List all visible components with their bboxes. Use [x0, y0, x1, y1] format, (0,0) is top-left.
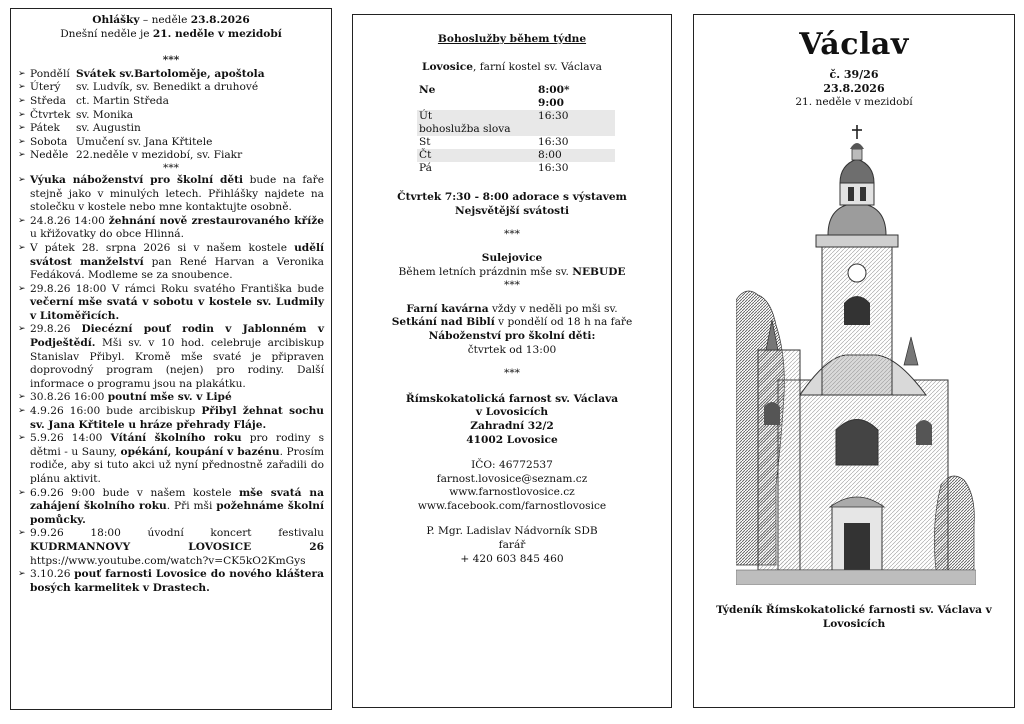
announcement-fragment: . Prosím rodiče, aby si tuto akci už nyní přednostně zařadili do plánu aktivit.	[30, 445, 324, 485]
announcement-text	[30, 487, 324, 528]
schedule-day: Út bohoslužba slova	[417, 110, 536, 136]
weekday-name: Úterý	[30, 81, 61, 94]
announcement-text	[30, 391, 324, 405]
announcement-item	[18, 527, 324, 568]
announcement-fragment: 6.9.26 9:00 bude v našem kostele	[30, 486, 239, 499]
announcement-fragment: poutní mše sv. v Lipé	[107, 391, 232, 404]
priest-block	[367, 525, 657, 566]
announcement-fragment: https://www.youtube.com/watch?v=CK5kO2KmGys	[30, 554, 306, 567]
schedule-time: 8:00* 9:00	[538, 84, 570, 110]
weekday-item	[18, 68, 324, 82]
announcement-fragment: 29.8.26	[30, 323, 82, 336]
announcement-fragment: 3.10.26	[30, 568, 75, 581]
separator: ***	[504, 228, 520, 241]
arrow-bullet-icon: ➢	[18, 392, 26, 403]
schedule-day: St	[419, 136, 431, 149]
announcement-fragment: pan René Harvan a Veronika Fedáková. Modleme se za snoubence.	[30, 255, 324, 282]
issue-sunday: 21. neděle v mezidobí	[795, 96, 913, 108]
weekday-item	[18, 81, 324, 95]
announcement-text	[30, 323, 324, 391]
masthead: Václav	[799, 27, 909, 62]
arrow-bullet-icon: ➢	[18, 150, 26, 161]
priest-line: + 420 603 845 460	[460, 552, 564, 565]
parish-address-line: Římskokatolická farnost sv. Václava	[405, 392, 619, 405]
adoration-note: Čtvrtek 7:30 - 8:00 adorace s výstavem Nejsvětější svátosti	[397, 191, 627, 217]
announcement-fragment: KUDRMANNOVY LOVOSICE 26	[30, 540, 324, 553]
announcement-fragment: udělí svátost manželství	[30, 241, 324, 268]
weekday-item	[18, 95, 324, 109]
announcement-item	[18, 174, 324, 215]
contact-line: IČO: 46772537	[471, 459, 553, 472]
announcements-title: Ohlášky – neděle 23.8.2026	[92, 14, 250, 26]
announcement-fragment: Vítání školního roku	[110, 432, 242, 445]
sulejovice-heading: Sulejovice	[481, 251, 543, 264]
arrow-bullet-icon: ➢	[18, 406, 26, 417]
announcement-item	[18, 323, 324, 391]
arrow-bullet-icon: ➢	[18, 283, 26, 294]
announcement-text	[30, 242, 324, 283]
announcement-item	[18, 432, 324, 486]
weekday-name: Neděle	[30, 149, 69, 162]
weekday-list	[18, 68, 324, 163]
schedule-time: 16:30	[538, 136, 569, 149]
weekday-feast: Svátek sv.Bartoloměje, apoštola	[76, 67, 265, 80]
announcement-fragment: bude na faře stejně jako v minulých letech. Přihlášky najdete na stolečku v kostele nebo mne kontaktujte osobně.	[30, 173, 325, 214]
liturgical-sunday-line: Dnešní neděle je 21. neděle v mezidobí	[60, 27, 282, 40]
announcement-text	[30, 283, 324, 324]
weekday-feast: ct. Martin Středa	[76, 94, 169, 107]
cover-footer: Týdeník Římskokatolické farnosti sv. Václava v Lovosicích	[716, 604, 992, 630]
announcement-item	[18, 283, 324, 324]
cover-panel	[693, 14, 1015, 708]
announcement-fragment: 29.8.26 18:00 V rámci Roku svatého Františka bude	[30, 282, 324, 295]
announcement-fragment: Výuka náboženství pro školní děti	[30, 173, 244, 186]
weekday-name: Sobota	[30, 135, 68, 148]
weekday-feast: Umučení sv. Jana Křtitele	[76, 135, 213, 148]
announcement-fragment: 9.9.26 18:00 úvodní koncert festivalu	[30, 527, 324, 540]
weekday-item	[18, 136, 324, 150]
priest-line: farář	[498, 539, 526, 552]
weekday-feast: 22.neděle v mezidobí, sv. Fiakr	[76, 149, 243, 162]
arrow-bullet-icon: ➢	[18, 68, 26, 79]
schedule-time: 16:30	[536, 110, 615, 136]
separator: ***	[504, 367, 520, 380]
contact-line: www.facebook.com/farnostlovosice	[417, 499, 607, 512]
parish-address-line: 41002 Lovosice	[466, 433, 558, 446]
arrow-bullet-icon: ➢	[18, 242, 26, 253]
announcement-list	[18, 174, 324, 595]
arrow-bullet-icon: ➢	[18, 123, 26, 134]
arrow-bullet-icon: ➢	[18, 174, 26, 185]
weekday-name: Středa	[30, 94, 66, 107]
services-panel	[352, 14, 672, 708]
weekday-item	[18, 149, 324, 163]
arrow-bullet-icon: ➢	[18, 324, 26, 335]
announcement-item	[18, 391, 324, 405]
weekday-name: Pátek	[30, 122, 60, 135]
announcement-fragment: u křižovatky do obce Hlinná.	[30, 228, 184, 241]
contact-line: farnost.lovosice@seznam.cz	[436, 472, 588, 485]
schedule-row	[417, 84, 615, 110]
schedule-row	[417, 162, 615, 175]
announcement-item	[18, 242, 324, 283]
church-illustration	[736, 125, 976, 585]
weekday-feast: sv. Ludvík, sv. Benedikt a druhové	[76, 81, 259, 94]
sulejovice-note: Během letních prázdnin mše sv. NEBUDE	[398, 265, 626, 278]
announcement-fragment: 4.9.26 16:00 bude arcibiskup	[30, 405, 202, 418]
announcements-panel	[10, 8, 332, 710]
announcement-item	[18, 405, 324, 432]
announcement-fragment: Přibyl žehnat sochu sv. Jana Křtitele u hráze přehrady Fláje.	[30, 405, 324, 431]
announcement-fragment: 5.9.26 14:00	[30, 432, 111, 445]
schedule-row	[417, 149, 615, 162]
announcement-fragment: večerní mše svatá v sobotu v kostele sv. Ludmily v Litoměřicích.	[30, 296, 324, 322]
announcement-item	[18, 487, 324, 528]
bible-note: Setkání nad Biblí v pondělí od 18 h na faře	[391, 316, 633, 329]
contact-line: www.farnostlovosice.cz	[449, 486, 575, 499]
parish-address-line: Zahradní 32/2	[470, 419, 554, 432]
arrow-bullet-icon: ➢	[18, 95, 26, 106]
schedule-day: Pá	[419, 162, 432, 175]
arrow-bullet-icon: ➢	[18, 487, 26, 498]
announcement-fragment: opékání, koupání v bazénu	[120, 445, 280, 458]
announcement-fragment: mše svatá na zahájení školního roku	[30, 486, 324, 513]
weekday-feast: sv. Monika	[76, 108, 134, 121]
issue-date: 23.8.2026	[823, 82, 885, 95]
religion-time: čtvrtek od 13:00	[467, 343, 557, 356]
announcement-text	[30, 527, 324, 568]
arrow-bullet-icon: ➢	[18, 136, 26, 147]
weekday-item	[18, 122, 324, 136]
schedule-table	[417, 84, 615, 175]
issue-number: č. 39/26	[829, 68, 879, 81]
schedule-day: Ne	[419, 84, 436, 97]
arrow-bullet-icon: ➢	[18, 528, 26, 539]
contact-block	[367, 459, 657, 513]
schedule-time: 8:00	[536, 149, 615, 162]
announcement-text	[30, 215, 324, 242]
arrow-bullet-icon: ➢	[18, 215, 26, 226]
weekday-name: Pondělí	[30, 67, 70, 80]
parish-address-line: v Lovosicích	[475, 406, 549, 419]
arrow-bullet-icon: ➢	[18, 82, 26, 93]
parish-address	[367, 393, 657, 447]
weekday-feast: sv. Augustin	[76, 122, 141, 135]
schedule-row	[417, 110, 615, 136]
schedule-row	[417, 136, 615, 149]
arrow-bullet-icon: ➢	[18, 569, 26, 580]
weekday-name: Čtvrtek	[30, 108, 71, 121]
separator: ***	[162, 54, 180, 67]
announcement-text	[30, 405, 324, 432]
cafe-note: Farní kavárna vždy v neděli po mši sv.	[406, 302, 618, 315]
separator: ***	[163, 161, 179, 174]
announcement-fragment: pro rodiny s dětmi - u Sauny,	[30, 432, 325, 458]
schedule-day: Čt	[417, 149, 536, 162]
schedule-time: 16:30	[538, 162, 569, 175]
announcement-text	[30, 174, 324, 215]
arrow-bullet-icon: ➢	[18, 433, 26, 444]
announcement-text	[30, 568, 324, 595]
announcement-fragment: žehnání nově zrestaurovaného kříže	[108, 214, 324, 227]
services-heading: Bohoslužby během týdne	[437, 33, 587, 45]
church-line: Lovosice, farní kostel sv. Václava	[422, 60, 602, 73]
announcement-item	[18, 568, 324, 595]
announcement-text	[30, 432, 324, 486]
announcement-fragment: 30.8.26 16:00	[30, 391, 108, 404]
announcement-fragment: 24.8.26 14:00	[30, 214, 109, 227]
announcement-fragment: Diecézní pouť rodin v Jablonném v Podještědí.	[30, 323, 324, 350]
announcement-fragment: Mši sv. v 10 hod. celebruje arcibiskup Stanislav Přibyl. Kromě mše svaté je připraven doprovodný program (nejen) pro rodiny. Další informace o programu jsou na plakátku.	[30, 337, 324, 390]
announcement-fragment: V pátek 28. srpna 2026 si v našem kostele	[30, 241, 295, 254]
religion-heading: Náboženství pro školní děti:	[428, 329, 596, 342]
arrow-bullet-icon: ➢	[18, 109, 26, 120]
announcement-fragment: požehnáme školní pomůcky.	[30, 500, 325, 526]
separator: ***	[504, 279, 520, 292]
priest-line: P. Mgr. Ladislav Nádvorník SDB	[426, 525, 598, 538]
announcement-item	[18, 215, 324, 242]
weekday-item	[18, 109, 324, 123]
announcement-fragment: . Při mši	[166, 500, 217, 513]
announcement-fragment: pouť farnosti Lovosice do nového kláštera bosých karmelitek v Drastech.	[30, 568, 324, 594]
